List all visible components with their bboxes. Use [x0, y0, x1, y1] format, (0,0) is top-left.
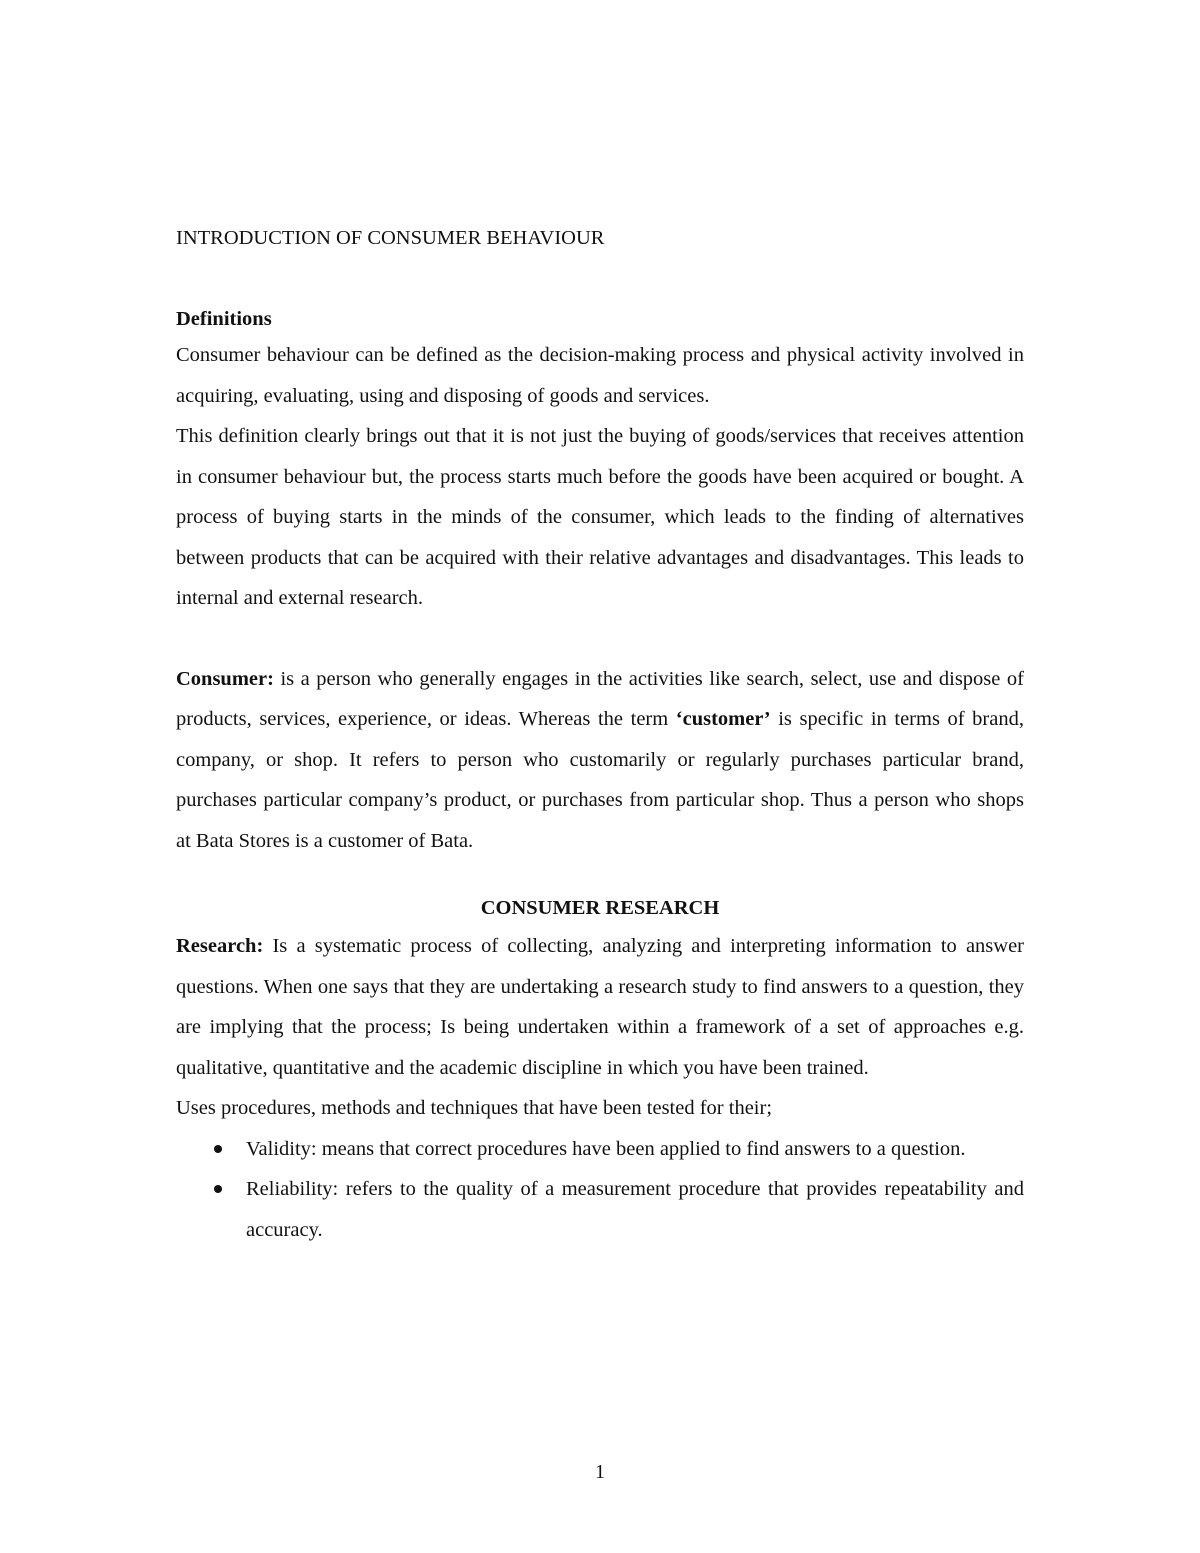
bullet-icon — [214, 1145, 222, 1153]
definitions-heading: Definitions — [176, 308, 272, 330]
consumer-text-part2: is specific in terms of brand, company, or shop. It refers to person who customarily or regularly purchases particular brand, purchases particular company’s product, or purchases from particular shop. Thus a person who shops at Bata Stores is a customer of Bata. — [176, 708, 1024, 852]
definition-paragraph: Consumer behaviour can be defined as the decision-making process and physical activity involved in acquiring, evaluating, using and disposing of goods and services. — [176, 344, 1024, 407]
customer-term: ‘customer’ — [675, 708, 771, 730]
list-item — [176, 1169, 1024, 1250]
consumer-term: Consumer: — [176, 667, 274, 690]
document-title: INTRODUCTION OF CONSUMER BEHAVIOUR — [176, 227, 605, 249]
validity-item-text: Validity: means that correct procedures have been applied to find answers to a question. — [246, 1137, 966, 1160]
consumer-paragraph — [176, 659, 1024, 862]
list-item — [176, 1129, 1024, 1170]
consumer-research-heading: CONSUMER RESEARCH — [480, 897, 720, 919]
definition-explanation-paragraph: This definition clearly brings out that it is not just the buying of goods/services that receives attention in consumer behaviour but, the process starts much before the goods have been acquired or bought. A process of buying starts in the minds of the consumer, which leads to the finding of alternatives between products that can be acquired with their relative advantages and disadvantages. This leads to internal and external research. — [176, 425, 1024, 609]
research-paragraph — [176, 926, 1024, 1088]
research-term: Research: — [176, 935, 264, 957]
reliability-item-text: Reliability: refers to the quality of a measurement procedure that provides repeatability and accuracy. — [246, 1178, 1024, 1241]
consumer-text-part1: is a person who generally engages in the activities like search, select, use and dispose of products, services, experience, or ideas. Whereas the term — [176, 667, 1024, 730]
uses-intro: Uses procedures, methods and techniques that have been tested for their; — [176, 1097, 773, 1119]
research-text: Is a systematic process of collecting, analyzing and interpreting information to answer questions. When one says that they are undertaking a research study to find answers to a question, they are implying that the process; Is being undertaken within a framework of a set of approaches e.g. qualitative, quantitative and the academic discipline in which you have been trained. — [176, 935, 1024, 1079]
criteria-list — [176, 1129, 1024, 1251]
bullet-icon — [214, 1185, 222, 1193]
page-content — [176, 222, 1024, 1250]
page-number: 1 — [595, 1461, 605, 1483]
